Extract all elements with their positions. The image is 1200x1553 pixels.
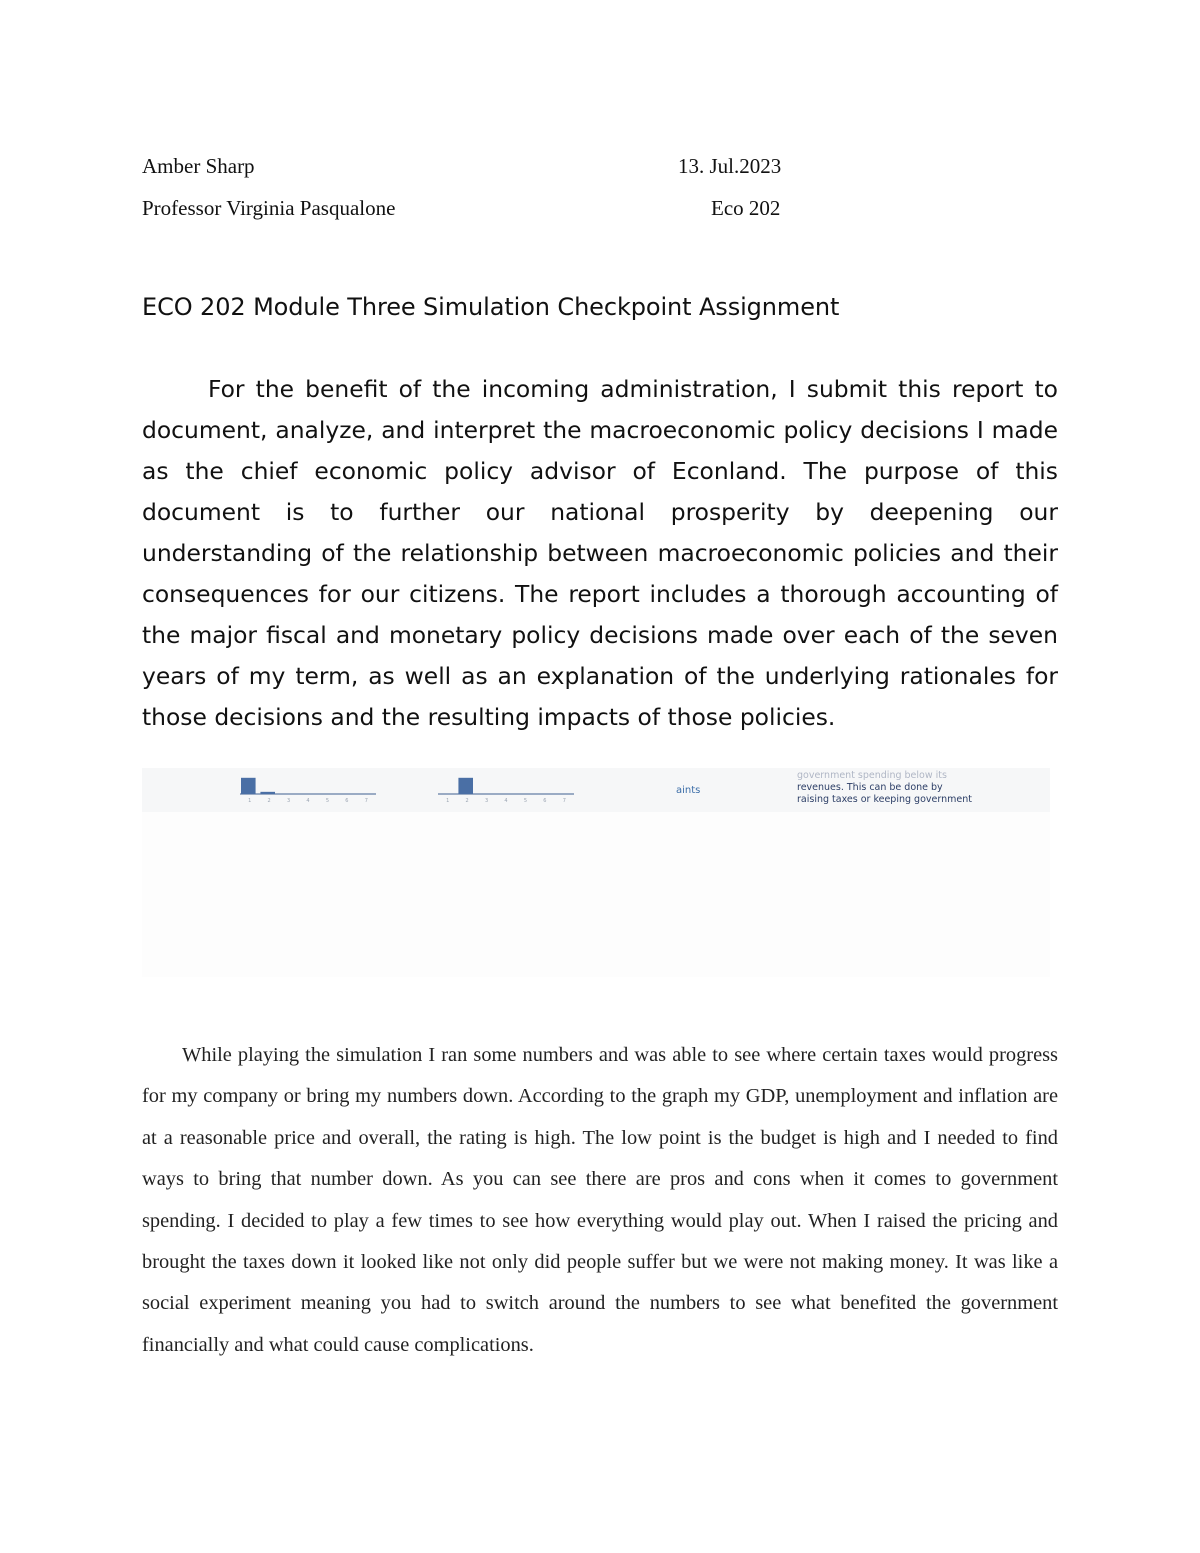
bar — [260, 792, 275, 794]
bar — [458, 778, 473, 794]
course-code: Eco 202 — [711, 196, 781, 220]
mini-bar-chart-1 — [226, 772, 396, 808]
x-tick-label: 3 — [484, 798, 489, 804]
x-tick-label: 5 — [523, 798, 528, 804]
policy-note — [797, 770, 997, 806]
professor-name: Professor Virginia Pasqualone — [142, 196, 396, 220]
author-name: Amber Sharp — [142, 154, 255, 178]
constraints-link: aints — [676, 785, 701, 796]
x-tick-label: 3 — [286, 798, 291, 804]
x-tick-label: 1 — [248, 798, 252, 804]
x-tick-label: 7 — [562, 798, 566, 804]
x-tick-label: 6 — [543, 798, 547, 804]
x-tick-label: 2 — [267, 798, 271, 804]
x-tick-label: 2 — [465, 798, 469, 804]
document-date: 13. Jul.2023 — [678, 154, 782, 178]
x-tick-label: 5 — [325, 798, 330, 804]
intro-paragraph: For the benefit of the incoming administration, I submit this report to document, analyze, and interpret the macroeconomic policy decisions I made as the chief economic policy advisor of Econland. The purpose of this document is to further our national prosperity by deepening our understanding of the relationship between macroeconomic policies and their consequences for our citizens. The report includes a thorough accounting of the major fiscal and monetary policy decisions made over each of the seven years of my term, as well as an explanation of the underlying rationales for those decisions and the resulting impacts of those policies. — [142, 375, 1058, 731]
x-tick-label: 4 — [306, 798, 310, 804]
document-title: ECO 202 Module Three Simulation Checkpoint Assignment — [142, 293, 840, 321]
x-tick-label: 4 — [504, 798, 508, 804]
x-tick-label: 6 — [345, 798, 349, 804]
mini-bar-chart-2 — [424, 772, 594, 808]
body-paragraph: While playing the simulation I ran some numbers and was able to see where certain taxes would progress for my company or bring my numbers down. According to the graph my GDP, unemployment and inflation are at a reasonable price and overall, the rating is high. The low point is the budget is high and I needed to find ways to bring that number down. As you can see there are pros and cons when it comes to government spending. I decided to play a few times to see how everything would play out. When I raised the pricing and brought the taxes down it looked like not only did people suffer but we were not making money. It was like a social experiment meaning you had to switch around the numbers to see what benefited the government financially and what could cause complications. — [142, 1044, 1058, 1356]
x-tick-label: 7 — [364, 798, 368, 804]
policy-note-line: raising taxes or keeping government — [797, 794, 972, 805]
policy-note-line: revenues. This can be done by — [797, 782, 943, 793]
simulation-screenshot — [142, 768, 1050, 812]
simulation-screenshot-blank-area — [142, 812, 1050, 977]
x-tick-label: 1 — [446, 798, 450, 804]
bar — [241, 778, 256, 794]
policy-note-line: government spending below its — [797, 770, 947, 781]
